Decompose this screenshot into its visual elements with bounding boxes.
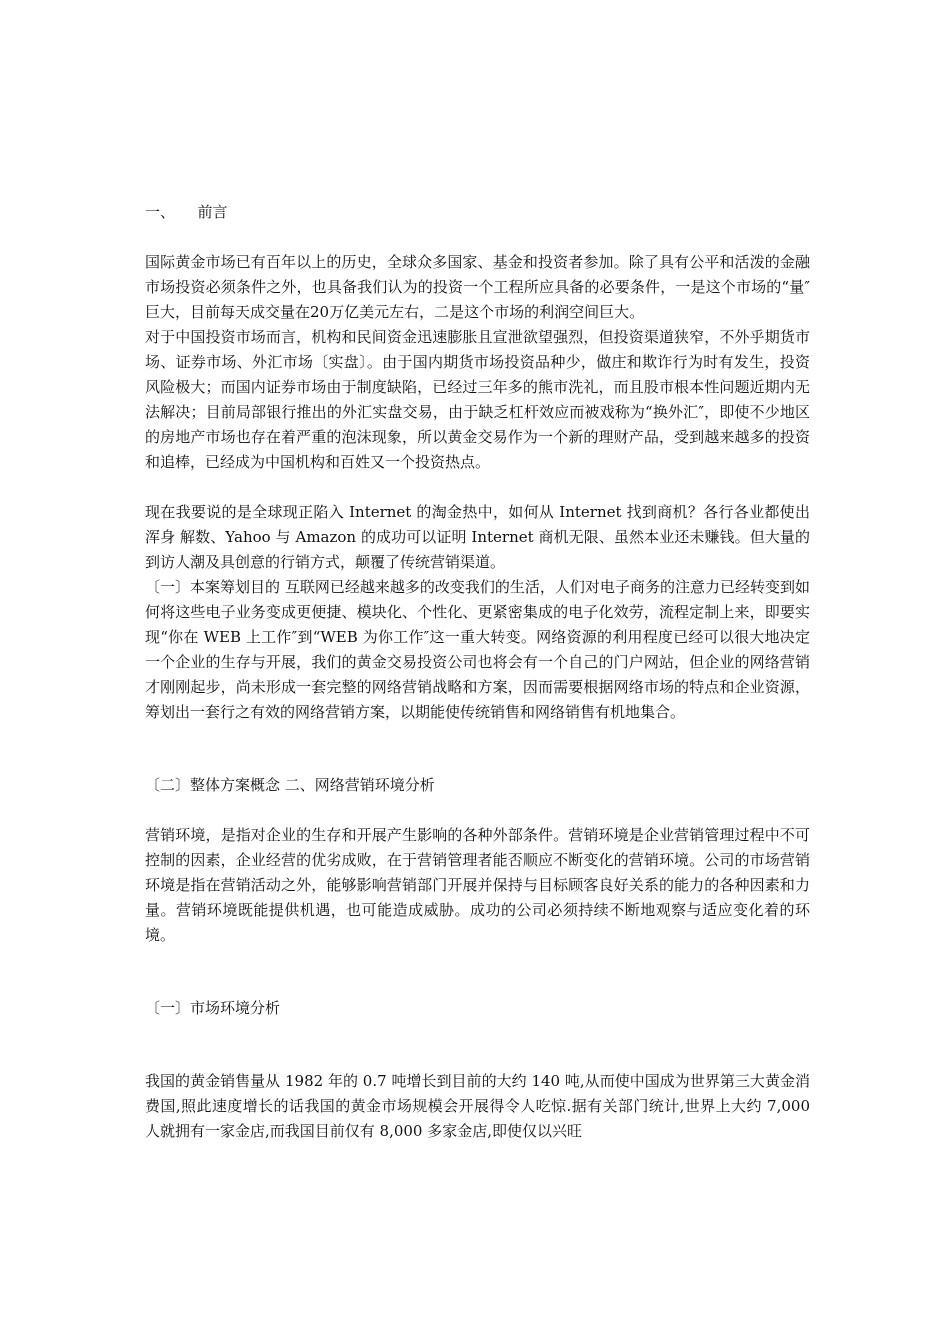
- spacer: [145, 1021, 810, 1069]
- paragraph-china-investment: 对于中国投资市场而言，机构和民间资金迅速膨胀且宣泄欲望强烈，但投资渠道狭窄，不外乎期货市场、证券市场、外汇市场〔实盘〕。由于国内期货市场投资品种少，做庄和欺诈行为时有发生，投资风险极大；而国内证券市场由于制度缺陷，已经过三年多的熊市洗礼，而且股市根本性问题近期内无法解决；目前局部银行推出的外汇实盘交易，由于缺乏杠杆效应而被戏称为“换外汇″，即使不少地区的房地产市场也存在着严重的泡沫现象，所以黄金交易作为一个新的理财产品，受到越来越多的投资和追棒，已经成为中国机构和百姓又一个投资热点。: [145, 328, 810, 471]
- spacer: [145, 798, 810, 823]
- paragraph-plan-purpose: 〔一〕本案筹划目的 互联网已经越来越多的改变我们的生活，人们对电子商务的注意力已经转变到如何将这些电子业务变成更便捷、模块化、个性化、更紧密集成的电子化效劳，流程定制上来，即要实现“你在 WEB 上工作″到“WEB 为你工作″这一重大转变。网络资源的利用程度已经可以很大地决定一个企业的生存与开展，我们的黄金交易投资公司也将会有一个自己的门户网站，但企业的网络营销才刚刚起步，尚未形成一套完整的网络营销战略和方案，因而需要根据网络市场的特点和企业资源，筹划出一套行之有效的网络营销方案，以期能使传统销售和网络销售有机地集合。: [145, 578, 810, 721]
- paragraph-marketing-environment: 营销环境，是指对企业的生存和开展产生影响的各种外部条件。营销环境是企业营销管理过程中不可控制的因素，企业经营的优劣成败，在于营销管理者能否顺应不断变化的营销环境。公司的市场营销环境是指在营销活动之外，能够影响营销部门开展并保持与目标顾客良好关系的能力的各种因素和力量。营销环境既能提供机遇，也可能造成威胁。成功的公司必须持续不断地观察与适应变化着的环境。: [145, 826, 810, 944]
- section-heading-overall-plan: 〔二〕整体方案概念 二、网络营销环境分析: [145, 776, 435, 794]
- paragraph-gold-sales: 我国的黄金销售量从 1982 年的 0.7 吨增长到目前的大约 140 吨,从而使中国成为世界第三大黄金消费国,照此速度增长的话我国的黄金市场规模会开展得令人吃惊.据有关部门统计,世界上大约 7,000 人就拥有一家金店,而我国目前仅有 8,000 多家金店,即使仅以兴旺: [145, 1072, 810, 1140]
- paragraph-gold-market-history: 国际黄金市场已有百年以上的历史，全球众多国家、基金和投资者参加。除了具有公平和活泼的金融市场投资必须条件之外，也具备我们认为的投资一个工程所应具备的必要条件，一是这个市场的“量″巨大，目前每天成交量在20万亿美元左右，二是这个市场的利润空间巨大。: [145, 253, 810, 321]
- spacer: [145, 475, 810, 500]
- section-heading-market-analysis: 〔一〕市场环境分析: [145, 999, 281, 1017]
- paragraph-internet-gold-rush: 现在我要说的是全球现正陷入 Internet 的淘金热中，如何从 Internet 找到商机？各行各业都使出浑身 解数、Yahoo 与 Amazon 的成功可以证明 Internet 商机无限、虽然本业还未赚钱。但大量的 到访人潮及具创意的行销方式，颠覆了传统营销渠道。: [145, 503, 810, 571]
- document-page: [145, 200, 810, 1144]
- spacer: [145, 725, 810, 773]
- section-heading-intro: 一、 前言: [145, 203, 228, 221]
- spacer: [145, 948, 810, 996]
- spacer: [145, 225, 810, 250]
